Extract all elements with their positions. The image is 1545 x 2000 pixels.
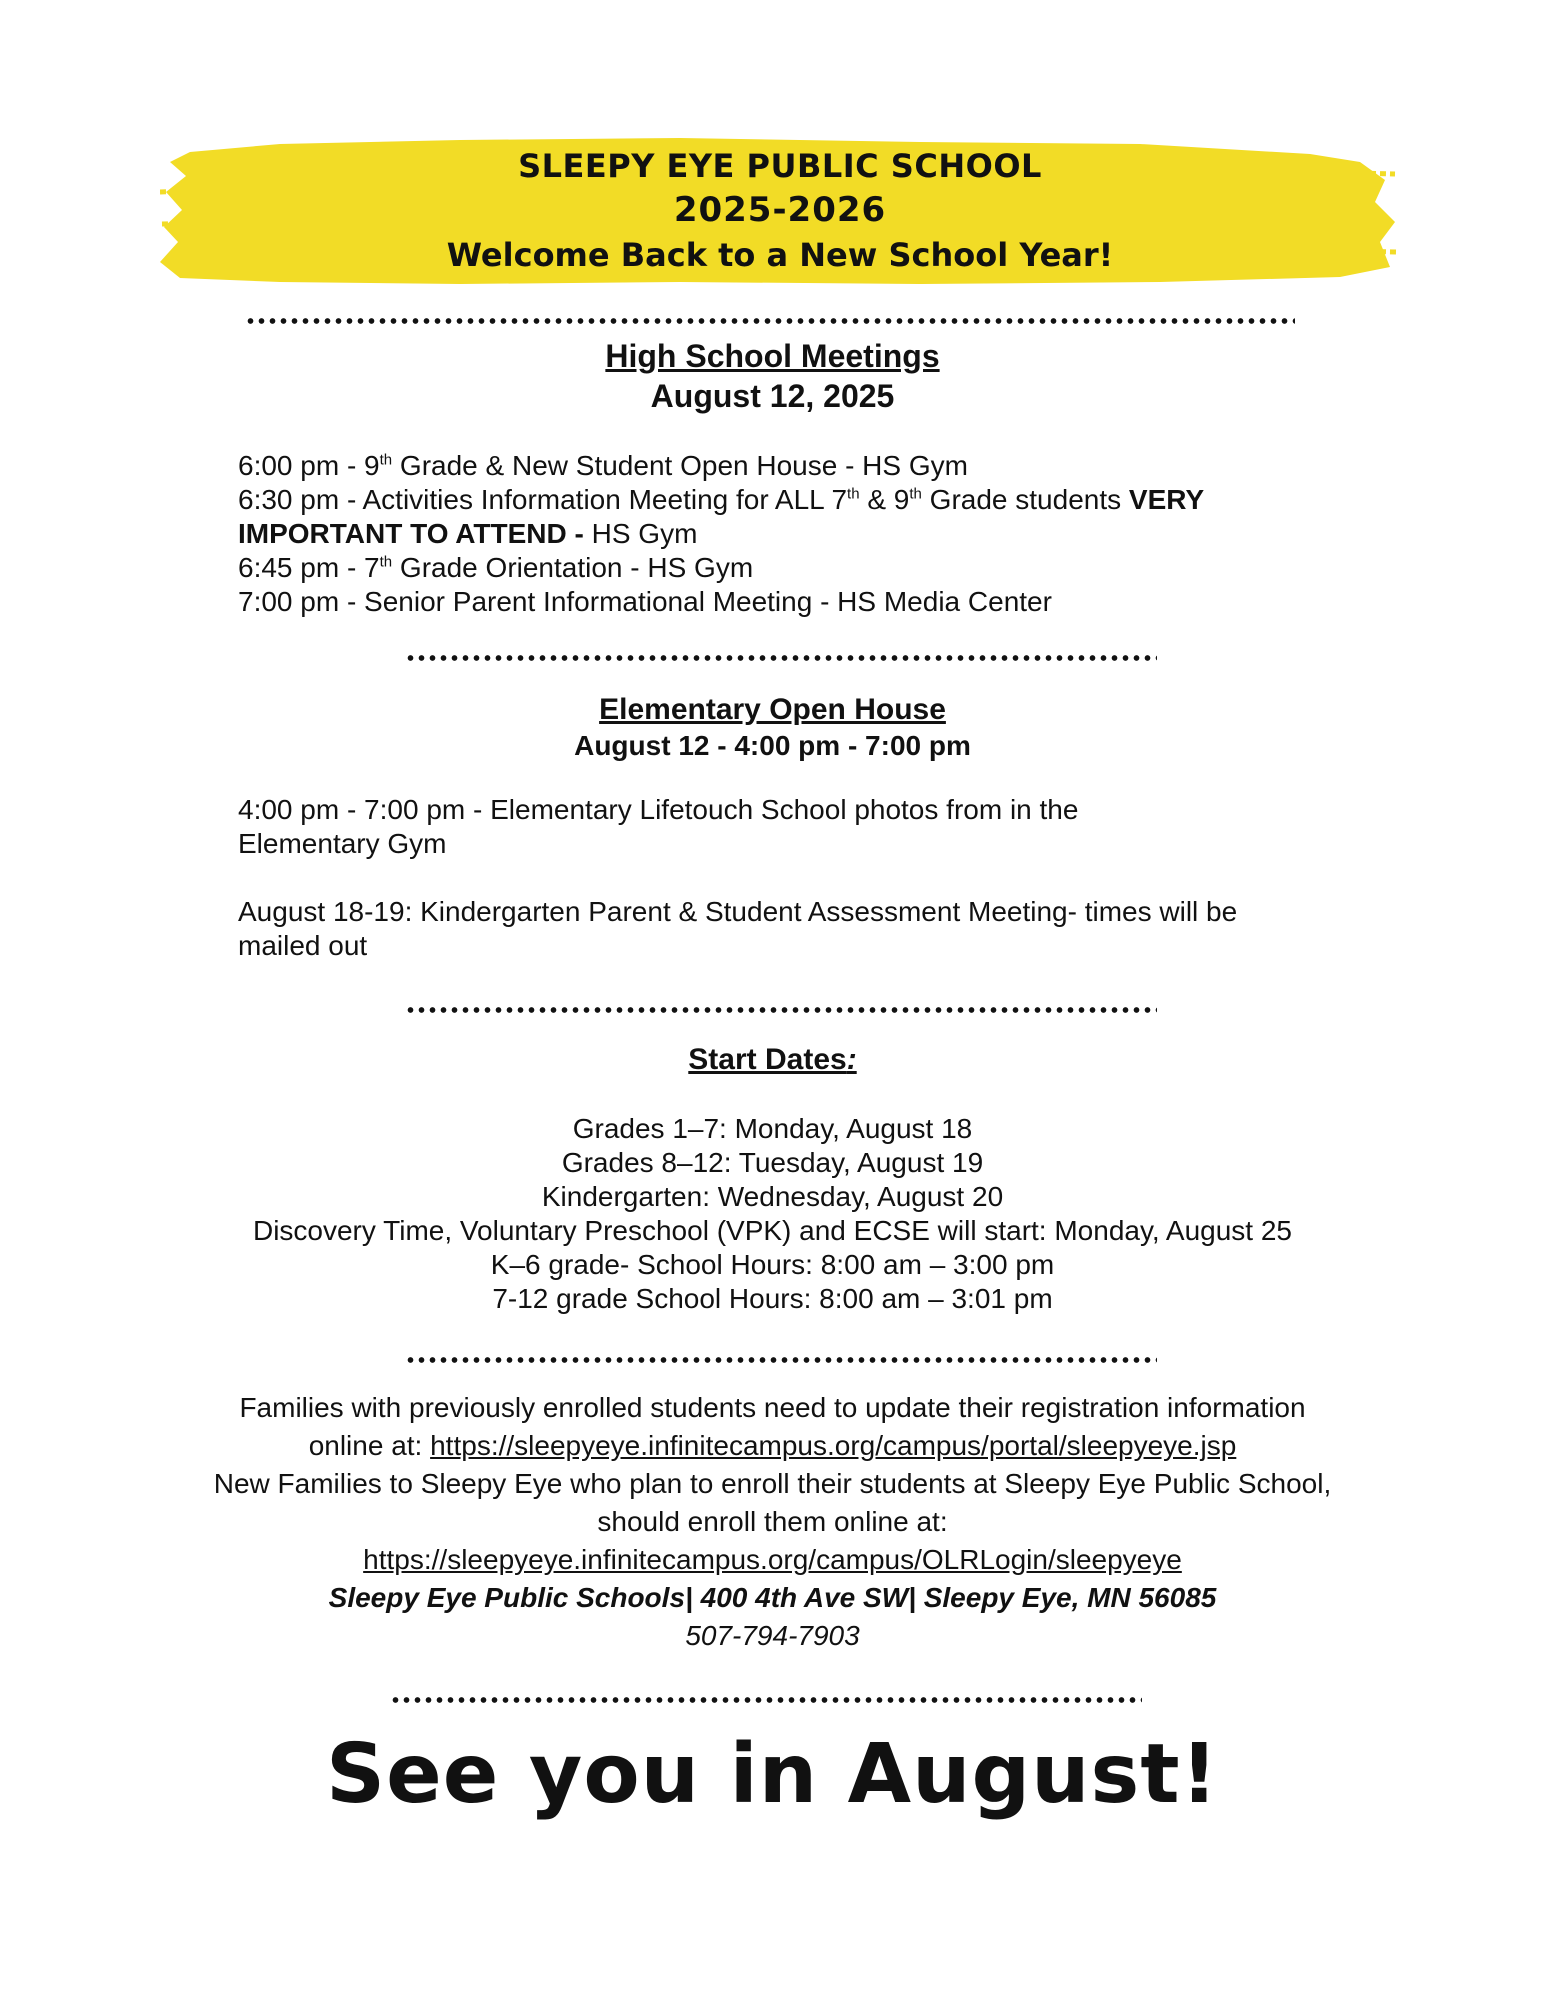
header-banner bbox=[160, 132, 1400, 300]
dotted-divider bbox=[390, 1697, 1142, 1703]
hs-meetings-list bbox=[238, 449, 1328, 619]
school-name: SLEEPY EYE PUBLIC SCHOOL bbox=[518, 147, 1042, 185]
important-note: VERY IMPORTANT TO ATTEND - bbox=[238, 484, 1204, 549]
enroll-link[interactable]: https://sleepyeye.infinitecampus.org/campus/OLRLogin/sleepyeye bbox=[363, 1544, 1182, 1575]
hs-item-orientation: 6:45 pm - 7th Grade Orientation - HS Gym bbox=[238, 552, 754, 583]
dotted-divider bbox=[245, 318, 1295, 324]
reg-line-4: should enroll them online at: bbox=[597, 1506, 948, 1537]
registration-info bbox=[0, 1389, 1545, 1655]
school-year: 2025-2026 bbox=[673, 190, 887, 230]
start-dates-list bbox=[0, 1112, 1545, 1316]
hs-meetings-date: August 12, 2025 bbox=[650, 378, 895, 414]
dotted-divider bbox=[405, 1357, 1157, 1363]
start-date-line: Discovery Time, Voluntary Preschool (VPK) and ECSE will start: Monday, August 25 bbox=[252, 1215, 1293, 1246]
reg-line-2: online at: https://sleepyeye.infinitecampus.org/campus/portal/sleepyeye.jsp bbox=[308, 1430, 1237, 1461]
elem-item-kindergarten: August 18-19: Kindergarten Parent & Student Assessment Meeting- times will be mailed out bbox=[238, 896, 1238, 961]
elem-list bbox=[238, 793, 1298, 963]
banner-text bbox=[160, 144, 1400, 278]
start-date-line: K–6 grade- School Hours: 8:00 am – 3:00 pm bbox=[490, 1249, 1055, 1280]
elem-item-photos: 4:00 pm - 7:00 pm - Elementary Lifetouch School photos from in the Elementary Gym bbox=[238, 794, 1079, 859]
hs-item-open-house: 6:00 pm - 9th Grade & New Student Open House - HS Gym bbox=[238, 450, 968, 481]
start-date-line: Kindergarten: Wednesday, August 20 bbox=[541, 1181, 1004, 1212]
school-address: Sleepy Eye Public Schools| 400 4th Ave SW| Sleepy Eye, MN 56085 bbox=[328, 1582, 1217, 1613]
hs-item-activities: 6:30 pm - Activities Information Meeting for ALL 7th & 9th Grade students VERY IMPORTANT TO ATTEND - HS Gym bbox=[238, 484, 1204, 549]
elem-open-house-date: August 12 - 4:00 pm - 7:00 pm bbox=[574, 730, 971, 761]
reg-line-1: Families with previously enrolled students need to update their registration information bbox=[239, 1392, 1306, 1423]
dotted-divider bbox=[405, 1007, 1157, 1013]
school-phone: 507-794-7903 bbox=[685, 1620, 860, 1651]
hs-meetings-title: High School Meetings bbox=[605, 338, 940, 374]
dotted-divider bbox=[405, 655, 1157, 661]
start-date-line: Grades 1–7: Monday, August 18 bbox=[572, 1113, 973, 1144]
welcome-message: Welcome Back to a New School Year! bbox=[446, 236, 1114, 274]
start-date-line: Grades 8–12: Tuesday, August 19 bbox=[561, 1147, 984, 1178]
portal-link[interactable]: https://sleepyeye.infinitecampus.org/campus/portal/sleepyeye.jsp bbox=[430, 1430, 1237, 1461]
reg-line-3: New Families to Sleepy Eye who plan to enroll their students at Sleepy Eye Public School, bbox=[213, 1468, 1332, 1499]
elem-open-house-title: Elementary Open House bbox=[599, 693, 946, 726]
start-date-line: 7-12 grade School Hours: 8:00 am – 3:01 pm bbox=[492, 1283, 1053, 1314]
hs-item-senior-meeting: 7:00 pm - Senior Parent Informational Meeting - HS Media Center bbox=[238, 586, 1052, 617]
see-you-message: See you in August! bbox=[326, 1727, 1219, 1822]
start-dates-title: Start Dates: bbox=[688, 1043, 857, 1076]
